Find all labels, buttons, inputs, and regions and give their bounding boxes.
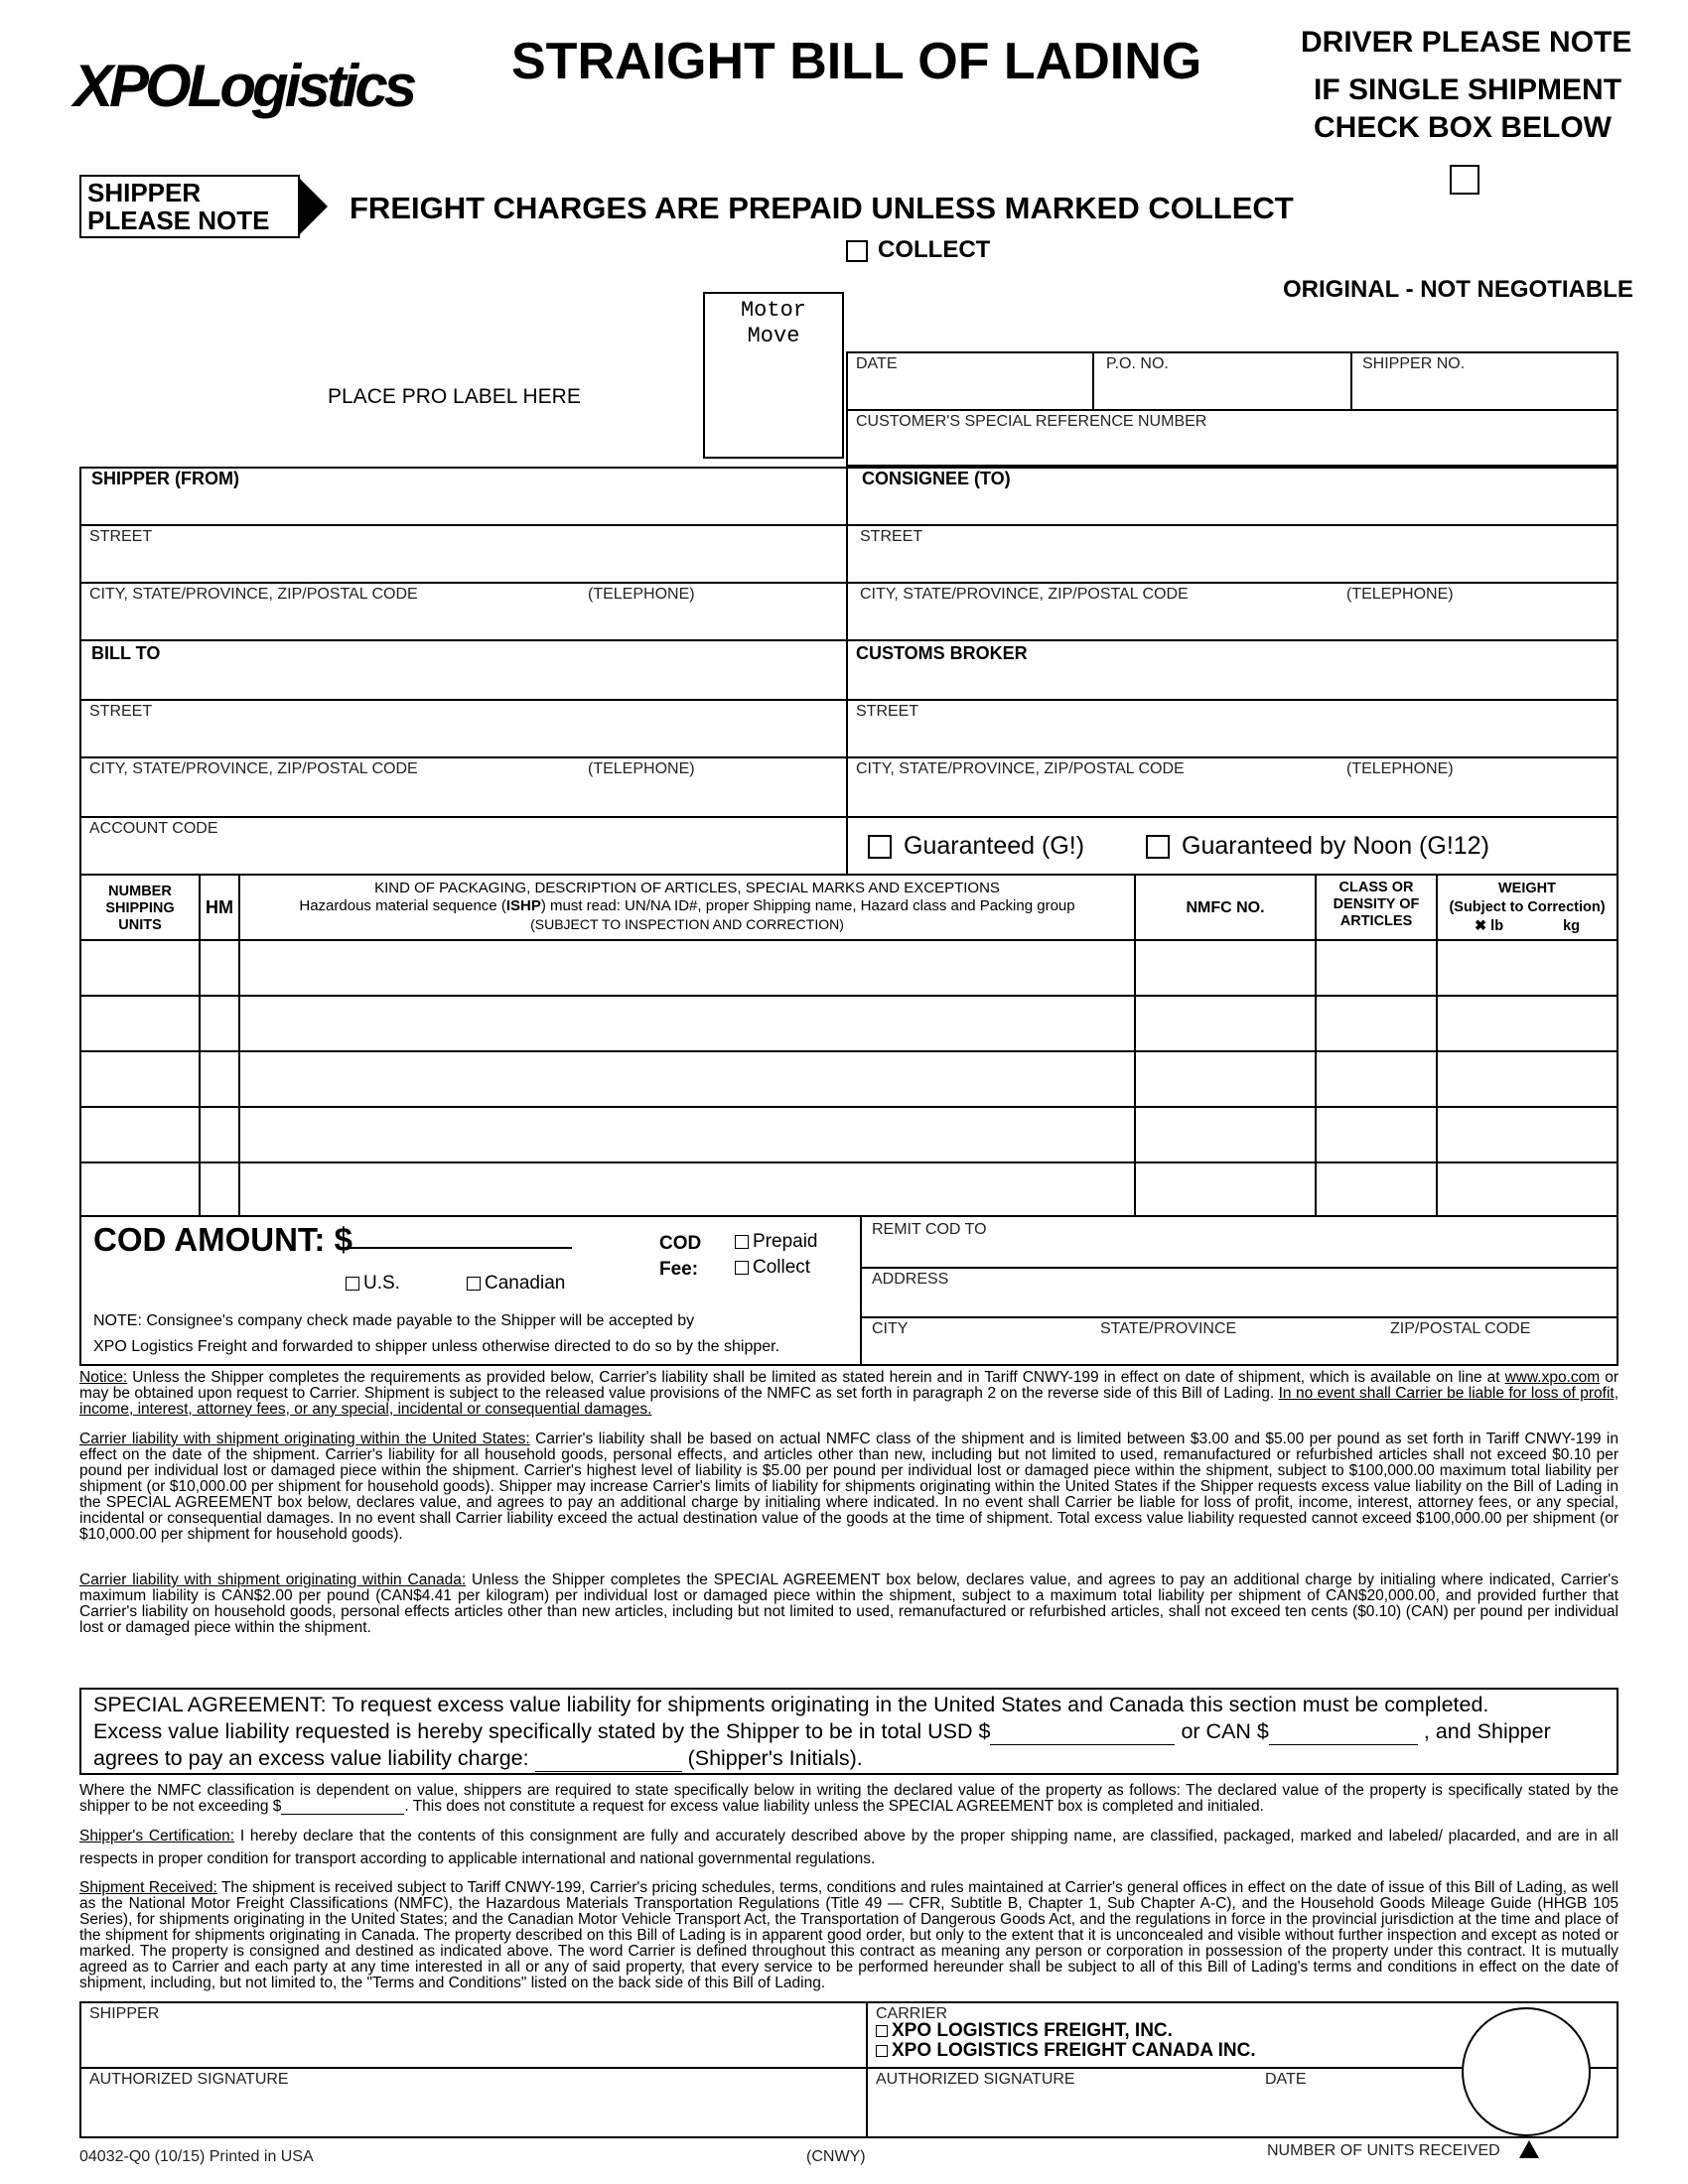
canada-liability-paragraph: Carrier liability with shipment originating within Canada: Unless the Shipper completes the SPECIAL AGREEMENT box below, declares value, and agrees to pay an additional charge by initialing where indicated, Carrier's maximum liability is CAN$2.00 per pound (CAN$4.41 per kilogram) per individual lost or damaged piece within the shipment, subject to a maximum total liability per shipment of CAN$20,000.00, and provided further that Carrier's liability on household goods, personal effects articles other than new articles, including but not limited to used, remanufactured or refurbished articles, shall not exceed ten cents ($0.10) (CAN) per pound per individual lost or damaged piece within the shipment. — [79, 1571, 1618, 1636]
shipper-note-arrow — [300, 179, 328, 234]
description-header-line-1: KIND OF PACKAGING, DESCRIPTION OF ARTICLES, SPECIAL MARKS AND EXCEPTIONS — [374, 880, 1000, 896]
shipper-initials-field[interactable] — [535, 1771, 682, 1772]
column-hm-header: HM — [206, 897, 233, 917]
bill-to-city-field[interactable]: CITY, STATE/PROVINCE, ZIP/POSTAL CODE — [89, 760, 418, 777]
shipper-telephone-field[interactable]: (TELEPHONE) — [588, 586, 695, 603]
consignee-city-field[interactable]: CITY, STATE/PROVINCE, ZIP/POSTAL CODE — [860, 586, 1189, 603]
collect-option[interactable] — [846, 236, 990, 264]
date-field[interactable]: DATE — [856, 355, 898, 372]
cod-canadian-option[interactable]: Canadian — [467, 1273, 565, 1295]
weight-units[interactable] — [1438, 917, 1617, 936]
cod-fee-collect-option[interactable]: Collect — [735, 1257, 810, 1279]
carrier-authorized-signature[interactable]: AUTHORIZED SIGNATURE — [876, 2071, 1075, 2088]
motor-move-label-1: Motor — [740, 298, 806, 323]
cod-fee-label: COD Fee: — [659, 1233, 702, 1280]
carrier-option-1-checkbox[interactable] — [876, 2025, 888, 2037]
pro-label-area: PLACE PRO LABEL HERE — [328, 385, 581, 408]
excess-usd-field[interactable] — [990, 1744, 1175, 1745]
consignee-telephone-field[interactable]: (TELEPHONE) — [1346, 586, 1454, 603]
units-received-label: NUMBER OF UNITS RECEIVED — [1267, 2142, 1500, 2159]
guaranteed-option[interactable] — [868, 832, 1084, 861]
carrier-field: CARRIER — [876, 2005, 948, 2022]
cod-amount-label: COD AMOUNT: $ — [93, 1221, 352, 1258]
driver-note-line-3: CHECK BOX BELOW — [1314, 111, 1612, 144]
kg-option[interactable]: kg — [1563, 918, 1581, 934]
column-units-header: NUMBER SHIPPING UNITS — [105, 884, 175, 933]
freight-notice: FREIGHT CHARGES ARE PREPAID UNLESS MARKED COLLECT — [350, 191, 1294, 225]
lb-mark-icon: ✖ — [1474, 918, 1487, 934]
special-agreement-text: SPECIAL AGREEMENT: To request excess value liability for shipments originating in the United States and Canada this section must be completed. Excess value liability requested is hereby specifically stated by the Shipper to be in total USD $ or CAN $ , and Shipper agrees to pay an excess value liability charge: (Shipper's Initials). — [93, 1693, 1551, 1770]
shipper-city-field[interactable]: CITY, STATE/PROVINCE, ZIP/POSTAL CODE — [89, 586, 418, 603]
cod-address-field[interactable]: ADDRESS — [872, 1271, 949, 1288]
shipment-received-paragraph: Shipment Received: The shipment is received subject to Tariff CNWY-199, Carrier's pricing schedules, terms, conditions and rules maintained at Carrier's general offices in effect on the date of issue of this Bill of Lading, as well as the National Motor Freight Classifications (NMFC), the Hazardous Materials Transportation Regulations (Title 49 — CFR, Subtitle B, Chapter 1, Sub Chapter A-C), and the Household Goods Mileage Guide (HHGB 105 Series), for shipments originating in the United States; and the Canadian Motor Vehicle Transport Act, the Transportation of Dangerous Goods Act, and the regulations in force in the provincial jurisdiction at the time and place of the shipment for shipments originating in Canada. The property described on this Bill of Lading is in apparent good order, but only to the extent that it is unconcealed and visible without further inspection and except as noted or marked. The property is consigned and destined as indicated above. The word Carrier is defined throughout this contract as meaning any person or corporation in possession of the property under this contract. It is mutually agreed as to Carrier and each party at any time interested in all or any of said property, that every service to be performed hereunder shall be subject to all of this Bill of Lading's terms and conditions in effect on the date of shipment, including, but not limited to, the "Terms and Conditions" listed on the back side of this Bill of Lading. — [79, 1879, 1618, 1991]
parties-grid — [79, 467, 1618, 876]
cod-fee-prepaid-option[interactable]: Prepaid — [735, 1231, 818, 1253]
shipper-certification-paragraph: Shipper's Certification: I hereby declare that the contents of this consignment are fully and accurately described above by the proper shipping name, are classified, packaged, marked and labeled/ placarded, and are in all respects in proper condition for transport according to applicable international and national governmental regulations. — [79, 1828, 1618, 1867]
collect-label: COLLECT — [878, 236, 991, 263]
cod-zip-field[interactable]: ZIP/POSTAL CODE — [1390, 1320, 1531, 1337]
company-logo: XPOLogistics — [73, 53, 414, 119]
shipper-signature-field[interactable]: SHIPPER — [89, 2005, 160, 2022]
original-note: ORIGINAL - NOT NEGOTIABLE — [1283, 276, 1633, 303]
cod-fee-prepaid-checkbox[interactable] — [735, 1235, 749, 1249]
column-weight-header — [1438, 880, 1617, 936]
excess-can-field[interactable] — [1269, 1744, 1418, 1745]
cod-fee-collect-checkbox[interactable] — [735, 1261, 749, 1275]
shipper-street-field[interactable]: STREET — [89, 528, 153, 545]
cod-state-field[interactable]: STATE/PROVINCE — [1100, 1320, 1237, 1337]
carrier-option-1[interactable]: XPO LOGISTICS FREIGHT, INC. — [876, 2021, 1173, 2041]
column-class-header: CLASS OR DENSITY OF ARTICLES — [1333, 880, 1420, 929]
weight-header-line-2: (Subject to Correction) — [1449, 899, 1606, 915]
cod-amount-field[interactable] — [346, 1247, 572, 1249]
motor-move-label-2: Move — [747, 324, 800, 348]
cod-city-field[interactable]: CITY — [872, 1320, 909, 1337]
column-description-header — [242, 880, 1132, 933]
carrier-option-2[interactable]: XPO LOGISTICS FREIGHT CANADA INC. — [876, 2041, 1256, 2061]
guaranteed-noon-option[interactable] — [1146, 832, 1489, 861]
shipper-note-line-2: PLEASE NOTE — [87, 205, 270, 235]
remit-cod-to-field[interactable]: REMIT COD TO — [872, 1221, 987, 1238]
description-header-line-2: Hazardous material sequence (ISHP) must read: UN/NA ID#, proper Shipping name, Hazard class and Packing group — [299, 897, 1075, 914]
consignee-street-field[interactable]: STREET — [860, 528, 923, 545]
units-received-arrow-icon — [1519, 2140, 1539, 2158]
notice-paragraph: Notice: Unless the Shipper completes the requirements as provided below, Carrier's liability shall be limited as stated herein and in Tariff CNWY-199 in effect on date of shipment, which is available on line at www.xpo.com or may be obtained upon request to Carrier. Shipment is subject to the released value provisions of the NMFC as set forth in paragraph 2 on the reverse side of this Bill of Lading. In no event shall Carrier be liable for loss of profit, income, interest, attorney fees, or any special, incidental or consequential damages. — [79, 1369, 1618, 1418]
carrier-option-2-checkbox[interactable] — [876, 2045, 888, 2057]
shipper-number-field[interactable]: SHIPPER NO. — [1362, 355, 1466, 372]
bill-to-telephone-field[interactable]: (TELEPHONE) — [588, 760, 695, 777]
cod-us-option[interactable]: U.S. — [346, 1273, 400, 1295]
document-title: STRAIGHT BILL OF LADING — [511, 33, 1202, 90]
guaranteed-noon-checkbox[interactable] — [1146, 835, 1170, 859]
shipper-note-line-1: SHIPPER — [87, 178, 202, 207]
xpo-link[interactable]: www.xpo.com — [1504, 1369, 1601, 1386]
bill-to-field[interactable]: BILL TO — [91, 643, 161, 663]
driver-note-line-1: DRIVER PLEASE NOTE — [1301, 26, 1632, 59]
nmfc-declared-value-paragraph: Where the NMFC classification is dependent on value, shippers are required to state specifically below in writing the declared value of the property as follows: The declared value of the property is specifically stated by the shipper to be not exceeding $ . This does not constitute a request for excess value liability unless the SPECIAL AGREEMENT box is completed and initialed. — [79, 1782, 1618, 1815]
cod-canadian-checkbox[interactable] — [467, 1277, 481, 1291]
guaranteed-label: Guaranteed (G!) — [904, 832, 1085, 860]
cod-us-checkbox[interactable] — [346, 1277, 359, 1291]
consignee-to-field[interactable]: CONSIGNEE (TO) — [862, 469, 1011, 488]
us-liability-paragraph: Carrier liability with shipment originating within the United States: Carrier's liability shall be based on actual NMFC class of the shipment and is limited between $3.00 and $5.00 per pound as set forth in Tariff CNWY-199 in effect on the date of the shipment. Carrier's liability for all household goods, personal effects, and articles other than new, including but not limited to used, remanufactured or refurbished articles shall not exceed $0.10 per pound per individual lost or damaged piece within the shipment. Carrier's highest level of liability is $5.00 per pound per individual lost or damaged piece within the shipment, subject to $100,000.00 maximum total liability per shipment (or $10,000.00 per shipment for household goods). Shipper may increase Carrier's limits of liability for shipments originating within the United States if the Shipper requests excess value liability on the Bill of Lading in the SPECIAL AGREEMENT box below, declares value, and agrees to pay an additional charge by initialing where indicated. In no event shall Carrier be liable for loss of profit, income, interest, attorney fees, or any special, incidental or consequential damages. In no event shall Carrier liability exceed the actual destination value of the goods at the time of shipment. Total excess value liability requested cannot exceed $100,000.00 per shipment (or $10,000.00 per shipment for household goods). — [79, 1431, 1618, 1543]
units-received-circle[interactable] — [1462, 2007, 1591, 2136]
lb-option[interactable]: ✖ lb — [1474, 918, 1504, 934]
carrier-signature-date[interactable]: DATE — [1265, 2071, 1307, 2088]
single-shipment-checkbox[interactable] — [1450, 165, 1479, 195]
broker-city-field[interactable]: CITY, STATE/PROVINCE, ZIP/POSTAL CODE — [856, 760, 1185, 777]
account-code-field[interactable]: ACCOUNT CODE — [89, 820, 218, 837]
description-header-line-3: (SUBJECT TO INSPECTION AND CORRECTION) — [530, 916, 844, 932]
broker-street-field[interactable]: STREET — [856, 703, 919, 720]
bill-to-street-field[interactable]: STREET — [89, 703, 153, 720]
form-number: 04032-Q0 (10/15) Printed in USA — [79, 2148, 314, 2165]
column-nmfc-header: NMFC NO. — [1186, 899, 1265, 916]
customer-reference-field[interactable]: CUSTOMER'S SPECIAL REFERENCE NUMBER — [856, 413, 1207, 430]
shipper-from-field[interactable]: SHIPPER (FROM) — [91, 469, 240, 488]
shipper-authorized-signature[interactable]: AUTHORIZED SIGNATURE — [89, 2071, 289, 2088]
cod-note: NOTE: Consignee's company check made payable to the Shipper will be accepted by XPO Logistics Freight and forwarded to shipper unless otherwise directed to do so by the shipper. — [93, 1312, 780, 1355]
broker-telephone-field[interactable]: (TELEPHONE) — [1346, 760, 1454, 777]
guaranteed-noon-label: Guaranteed by Noon (G!12) — [1182, 832, 1489, 860]
signature-section — [79, 2001, 1618, 2138]
guaranteed-checkbox[interactable] — [868, 835, 892, 859]
collect-checkbox[interactable] — [846, 240, 868, 262]
customs-broker-field[interactable]: CUSTOMS BROKER — [856, 643, 1028, 663]
driver-note-line-2: IF SINGLE SHIPMENT — [1314, 73, 1622, 106]
po-number-field[interactable]: P.O. NO. — [1106, 355, 1169, 372]
declared-value-field[interactable] — [281, 1814, 404, 1815]
form-code: (CNWY) — [806, 2148, 866, 2165]
weight-header-line-1: WEIGHT — [1498, 881, 1556, 896]
